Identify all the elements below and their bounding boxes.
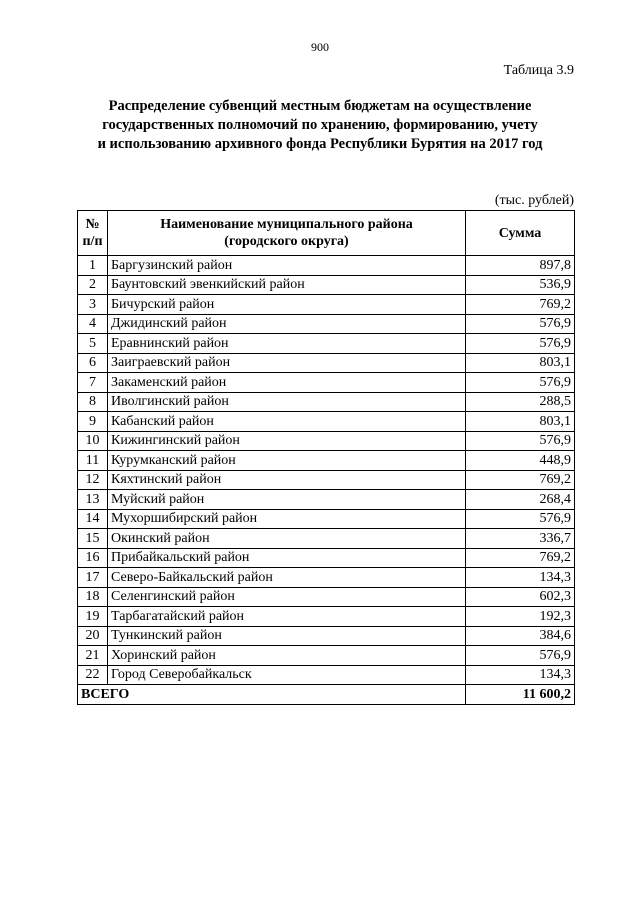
table-row [78,392,575,412]
table-row [78,509,575,529]
table-row [78,470,575,490]
row-number: 21 [78,646,108,666]
title-line: и использованию архивного фонда Республики Бурятия на 2017 год [97,136,543,152]
table-row [78,275,575,295]
row-district-name: Северо-Байкальский район [108,568,466,588]
header-num-line: № [85,217,100,232]
table-row [78,568,575,588]
table-row [78,548,575,568]
table-row [78,373,575,393]
row-district-name: Хоринский район [108,646,466,666]
table-row [78,451,575,471]
table-row [78,587,575,607]
row-district-name: Баргузинский район [108,256,466,276]
title-line: Распределение субвенций местным бюджетам на осуществление [108,98,532,114]
header-name-line: Наименование муниципального района [160,217,413,232]
table-row [78,412,575,432]
row-sum: 576,9 [466,373,575,393]
row-district-name: Тункинский район [108,626,466,646]
row-district-name: Заиграевский район [108,353,466,373]
row-sum: 803,1 [466,412,575,432]
header-name-line: (городского округа) [224,234,349,249]
header-num [78,211,108,256]
table-reference: Таблица 3.9 [503,63,574,78]
row-district-name: Баунтовский эвенкийский район [108,275,466,295]
row-sum: 576,9 [466,334,575,354]
row-sum: 602,3 [466,587,575,607]
row-sum: 134,3 [466,568,575,588]
table-row [78,353,575,373]
row-sum: 536,9 [466,275,575,295]
table-row [78,490,575,510]
row-number: 10 [78,431,108,451]
subventions-table [77,210,575,705]
header-name [108,211,466,256]
row-sum: 803,1 [466,353,575,373]
row-district-name: Кабанский район [108,412,466,432]
row-district-name: Прибайкальский район [108,548,466,568]
row-number: 11 [78,451,108,471]
row-district-name: Тарбагатайский район [108,607,466,627]
total-label: ВСЕГО [78,685,466,705]
header-sum: Сумма [466,211,575,256]
table-row [78,626,575,646]
table-body [78,256,575,685]
row-district-name: Муйский район [108,490,466,510]
row-number: 19 [78,607,108,627]
row-sum: 192,3 [466,607,575,627]
units-note: (тыс. рублей) [494,193,574,208]
row-sum: 134,3 [466,665,575,685]
table-row [78,314,575,334]
row-sum: 288,5 [466,392,575,412]
row-district-name: Джидинский район [108,314,466,334]
table-row [78,256,575,276]
table-row [78,431,575,451]
row-sum: 769,2 [466,295,575,315]
row-number: 7 [78,373,108,393]
row-number: 20 [78,626,108,646]
title-line: государственных полномочий по хранению, формированию, учету [102,117,538,133]
row-number: 3 [78,295,108,315]
table-row [78,646,575,666]
row-sum: 576,9 [466,509,575,529]
row-district-name: Окинский район [108,529,466,549]
row-district-name: Город Северобайкальск [108,665,466,685]
row-number: 1 [78,256,108,276]
row-sum: 268,4 [466,490,575,510]
row-number: 13 [78,490,108,510]
row-district-name: Закаменский район [108,373,466,393]
row-sum: 769,2 [466,470,575,490]
row-number: 18 [78,587,108,607]
row-sum: 576,9 [466,431,575,451]
row-number: 9 [78,412,108,432]
row-sum: 576,9 [466,646,575,666]
total-row [78,685,575,705]
row-district-name: Кяхтинский район [108,470,466,490]
row-number: 6 [78,353,108,373]
row-sum: 448,9 [466,451,575,471]
row-number: 12 [78,470,108,490]
row-number: 17 [78,568,108,588]
row-number: 22 [78,665,108,685]
row-number: 4 [78,314,108,334]
row-sum: 336,7 [466,529,575,549]
row-district-name: Бичурский район [108,295,466,315]
row-sum: 897,8 [466,256,575,276]
row-sum: 384,6 [466,626,575,646]
row-district-name: Курумканский район [108,451,466,471]
table-header-row [78,211,575,256]
total-sum: 11 600,2 [466,685,575,705]
table-row [78,334,575,354]
table-row [78,529,575,549]
row-number: 14 [78,509,108,529]
row-number: 15 [78,529,108,549]
row-number: 5 [78,334,108,354]
row-district-name: Иволгинский район [108,392,466,412]
row-number: 16 [78,548,108,568]
row-sum: 769,2 [466,548,575,568]
header-num-line: п/п [82,234,103,249]
row-district-name: Еравнинский район [108,334,466,354]
row-district-name: Мухоршибирский район [108,509,466,529]
row-sum: 576,9 [466,314,575,334]
row-number: 8 [78,392,108,412]
document-title [70,97,570,154]
table-row [78,665,575,685]
row-number: 2 [78,275,108,295]
table-row [78,607,575,627]
table-row [78,295,575,315]
row-district-name: Кижингинский район [108,431,466,451]
row-district-name: Селенгинский район [108,587,466,607]
page-number: 900 [311,40,329,54]
